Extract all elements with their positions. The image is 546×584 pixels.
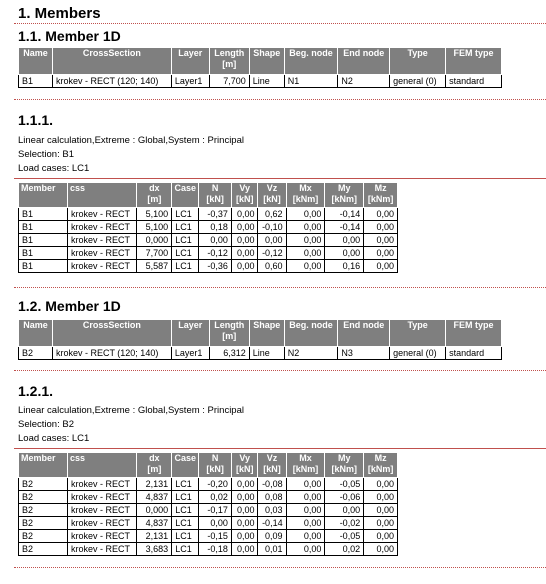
cell-vy: 0,00: [231, 221, 258, 234]
cell-n: -0,36: [199, 260, 232, 273]
cell-vz: 0,08: [258, 491, 286, 504]
cell-n: 0,02: [199, 491, 232, 504]
cell-mx: 0,00: [286, 543, 325, 556]
cell-n: 0,00: [199, 234, 232, 247]
cell-case: LC1: [172, 234, 199, 247]
table-row: [19, 478, 398, 491]
cell-case: LC1: [172, 478, 199, 491]
results-table: [18, 182, 398, 273]
cell-my: -0,05: [325, 478, 364, 491]
cell-n: -0,18: [199, 543, 232, 556]
cell-css: krokev - RECT: [68, 208, 137, 221]
result-section-title: 1.2.1.: [18, 383, 54, 399]
cell-dx: 3,683: [137, 543, 172, 556]
cell-mx: 0,00: [286, 208, 325, 221]
info-load-cases: Load cases: LC1: [18, 433, 90, 444]
info-calculation: Linear calculation,Extreme : Global,System : Principal: [18, 405, 244, 416]
cell-length: 7,700: [209, 75, 249, 88]
header-mx: Mx [kNm]: [286, 183, 325, 208]
cell-mz: 0,00: [364, 247, 398, 260]
header-vz: Vz [kN]: [258, 183, 286, 208]
header-mz: Mz [kNm]: [364, 183, 398, 208]
cell-css: krokev - RECT: [68, 543, 137, 556]
cell-case: LC1: [172, 543, 199, 556]
header-end-node: End node: [338, 320, 390, 347]
table-row: [19, 543, 398, 556]
cell-mx: 0,00: [286, 260, 325, 273]
cell-mz: 0,00: [364, 491, 398, 504]
cell-length: 6,312: [209, 347, 249, 360]
cell-my: 0,00: [325, 247, 364, 260]
cell-vy: 0,00: [231, 478, 258, 491]
cell-case: LC1: [172, 504, 199, 517]
results-table: [18, 452, 398, 556]
table-row: [19, 234, 398, 247]
table-row: [19, 75, 502, 88]
cell-end-node: N2: [338, 75, 390, 88]
cell-my: -0,06: [325, 491, 364, 504]
table-row: [19, 491, 398, 504]
header-member: Member: [19, 453, 68, 478]
header-mz: Mz [kNm]: [364, 453, 398, 478]
cell-css: krokev - RECT: [68, 221, 137, 234]
cell-layer: Layer1: [171, 347, 209, 360]
header-layer: Layer: [171, 320, 209, 347]
cell-fem-type: standard: [446, 347, 502, 360]
cell-mz: 0,00: [364, 517, 398, 530]
cell-vy: 0,00: [231, 247, 258, 260]
cell-end-node: N3: [338, 347, 390, 360]
table-row: [19, 530, 398, 543]
cell-vy: 0,00: [231, 543, 258, 556]
cell-n: -0,17: [199, 504, 232, 517]
result-section-title: 1.1.1.: [18, 112, 54, 128]
cell-type: general (0): [390, 347, 446, 360]
divider: [14, 370, 546, 371]
cell-crosssection: krokev - RECT (120; 140): [52, 347, 171, 360]
table-row: [19, 517, 398, 530]
cell-vz: 0,03: [258, 504, 286, 517]
cell-shape: Line: [249, 347, 284, 360]
member-section-title: 1.1. Member 1D: [18, 28, 121, 44]
cell-dx: 5,100: [137, 208, 172, 221]
header-dx: dx [m]: [137, 453, 172, 478]
member-table: [18, 319, 502, 360]
cell-dx: 5,587: [137, 260, 172, 273]
cell-case: LC1: [172, 221, 199, 234]
table-row: [19, 247, 398, 260]
cell-member: B2: [19, 530, 68, 543]
cell-mz: 0,00: [364, 208, 398, 221]
cell-my: -0,05: [325, 530, 364, 543]
cell-vy: 0,00: [231, 504, 258, 517]
cell-vy: 0,00: [231, 530, 258, 543]
header-type: Type: [390, 320, 446, 347]
cell-beg-node: N1: [284, 75, 338, 88]
header-mx: Mx [kNm]: [286, 453, 325, 478]
cell-mz: 0,00: [364, 543, 398, 556]
cell-vz: 0,01: [258, 543, 286, 556]
cell-layer: Layer1: [171, 75, 209, 88]
cell-n: 0,18: [199, 221, 232, 234]
cell-mx: 0,00: [286, 504, 325, 517]
header-end-node: End node: [338, 48, 390, 75]
divider: [14, 23, 546, 24]
cell-member: B1: [19, 221, 68, 234]
cell-name: B2: [19, 347, 53, 360]
header-vy: Vy [kN]: [231, 183, 258, 208]
header-n: N [kN]: [199, 183, 232, 208]
cell-mx: 0,00: [286, 530, 325, 543]
cell-shape: Line: [249, 75, 284, 88]
header-name: Name: [19, 48, 53, 75]
header-shape: Shape: [249, 48, 284, 75]
cell-n: -0,15: [199, 530, 232, 543]
header-case: Case: [172, 183, 199, 208]
cell-vz: -0,08: [258, 478, 286, 491]
cell-my: -0,02: [325, 517, 364, 530]
cell-beg-node: N2: [284, 347, 338, 360]
cell-member: B1: [19, 260, 68, 273]
cell-member: B1: [19, 234, 68, 247]
header-case: Case: [172, 453, 199, 478]
header-layer: Layer: [171, 48, 209, 75]
table-row: [19, 504, 398, 517]
cell-dx: 0,000: [137, 234, 172, 247]
header-type: Type: [390, 48, 446, 75]
cell-vz: 0,60: [258, 260, 286, 273]
cell-my: -0,14: [325, 208, 364, 221]
divider: [14, 448, 546, 449]
info-selection: Selection: B2: [18, 419, 74, 430]
cell-dx: 2,131: [137, 530, 172, 543]
divider: [14, 287, 546, 288]
info-calculation: Linear calculation,Extreme : Global,System : Principal: [18, 135, 244, 146]
calculation-info: [18, 404, 244, 446]
cell-vy: 0,00: [231, 208, 258, 221]
cell-case: LC1: [172, 260, 199, 273]
cell-vz: -0,14: [258, 517, 286, 530]
cell-mz: 0,00: [364, 530, 398, 543]
cell-mz: 0,00: [364, 221, 398, 234]
header-beg-node: Beg. node: [284, 48, 338, 75]
cell-vy: 0,00: [231, 234, 258, 247]
table-row: [19, 221, 398, 234]
header-crosssection: CrossSection: [52, 320, 171, 347]
info-load-cases: Load cases: LC1: [18, 163, 90, 174]
cell-member: B1: [19, 247, 68, 260]
cell-css: krokev - RECT: [68, 234, 137, 247]
cell-css: krokev - RECT: [68, 247, 137, 260]
header-n: N [kN]: [199, 453, 232, 478]
header-vy: Vy [kN]: [231, 453, 258, 478]
cell-vz: -0,10: [258, 221, 286, 234]
cell-css: krokev - RECT: [68, 478, 137, 491]
cell-my: 0,00: [325, 234, 364, 247]
header-beg-node: Beg. node: [284, 320, 338, 347]
header-vz: Vz [kN]: [258, 453, 286, 478]
header-length: Length [m]: [209, 320, 249, 347]
cell-type: general (0): [390, 75, 446, 88]
cell-my: 0,02: [325, 543, 364, 556]
cell-n: -0,20: [199, 478, 232, 491]
cell-case: LC1: [172, 491, 199, 504]
cell-vz: 0,09: [258, 530, 286, 543]
cell-case: LC1: [172, 208, 199, 221]
header-fem-type: FEM type: [446, 48, 502, 75]
cell-vy: 0,00: [231, 260, 258, 273]
divider: [14, 99, 546, 100]
cell-case: LC1: [172, 517, 199, 530]
cell-mz: 0,00: [364, 478, 398, 491]
header-css: css: [68, 453, 137, 478]
cell-dx: 5,100: [137, 221, 172, 234]
cell-mz: 0,00: [364, 504, 398, 517]
cell-mz: 0,00: [364, 260, 398, 273]
cell-dx: 2,131: [137, 478, 172, 491]
header-my: My [kNm]: [325, 453, 364, 478]
cell-mx: 0,00: [286, 478, 325, 491]
cell-vy: 0,00: [231, 517, 258, 530]
header-dx: dx [m]: [137, 183, 172, 208]
cell-mx: 0,00: [286, 517, 325, 530]
cell-member: B2: [19, 491, 68, 504]
table-row: [19, 347, 502, 360]
cell-n: -0,37: [199, 208, 232, 221]
cell-n: -0,12: [199, 247, 232, 260]
cell-dx: 0,000: [137, 504, 172, 517]
cell-css: krokev - RECT: [68, 530, 137, 543]
cell-n: 0,00: [199, 517, 232, 530]
cell-dx: 4,837: [137, 491, 172, 504]
member-section-title: 1.2. Member 1D: [18, 298, 121, 314]
cell-mx: 0,00: [286, 247, 325, 260]
cell-mx: 0,00: [286, 234, 325, 247]
header-fem-type: FEM type: [446, 320, 502, 347]
cell-name: B1: [19, 75, 53, 88]
cell-member: B1: [19, 208, 68, 221]
calculation-info: [18, 134, 244, 176]
cell-dx: 7,700: [137, 247, 172, 260]
cell-mx: 0,00: [286, 491, 325, 504]
cell-vz: 0,62: [258, 208, 286, 221]
info-selection: Selection: B1: [18, 149, 74, 160]
cell-member: B2: [19, 517, 68, 530]
header-my: My [kNm]: [325, 183, 364, 208]
cell-css: krokev - RECT: [68, 491, 137, 504]
member-table: [18, 47, 502, 88]
header-shape: Shape: [249, 320, 284, 347]
cell-my: -0,14: [325, 221, 364, 234]
cell-mx: 0,00: [286, 221, 325, 234]
table-row: [19, 260, 398, 273]
cell-css: krokev - RECT: [68, 260, 137, 273]
table-row: [19, 208, 398, 221]
cell-my: 0,00: [325, 504, 364, 517]
page-title: 1. Members: [18, 5, 101, 22]
cell-case: LC1: [172, 247, 199, 260]
cell-case: LC1: [172, 530, 199, 543]
divider: [14, 178, 546, 179]
cell-vy: 0,00: [231, 491, 258, 504]
divider: [14, 567, 546, 568]
cell-member: B2: [19, 504, 68, 517]
cell-mz: 0,00: [364, 234, 398, 247]
cell-member: B2: [19, 478, 68, 491]
cell-css: krokev - RECT: [68, 517, 137, 530]
header-member: Member: [19, 183, 68, 208]
header-css: css: [68, 183, 137, 208]
cell-fem-type: standard: [446, 75, 502, 88]
cell-vz: -0,12: [258, 247, 286, 260]
cell-dx: 4,837: [137, 517, 172, 530]
header-name: Name: [19, 320, 53, 347]
cell-my: 0,16: [325, 260, 364, 273]
cell-vz: 0,00: [258, 234, 286, 247]
cell-css: krokev - RECT: [68, 504, 137, 517]
header-length: Length [m]: [209, 48, 249, 75]
cell-crosssection: krokev - RECT (120; 140): [52, 75, 171, 88]
cell-member: B2: [19, 543, 68, 556]
header-crosssection: CrossSection: [52, 48, 171, 75]
